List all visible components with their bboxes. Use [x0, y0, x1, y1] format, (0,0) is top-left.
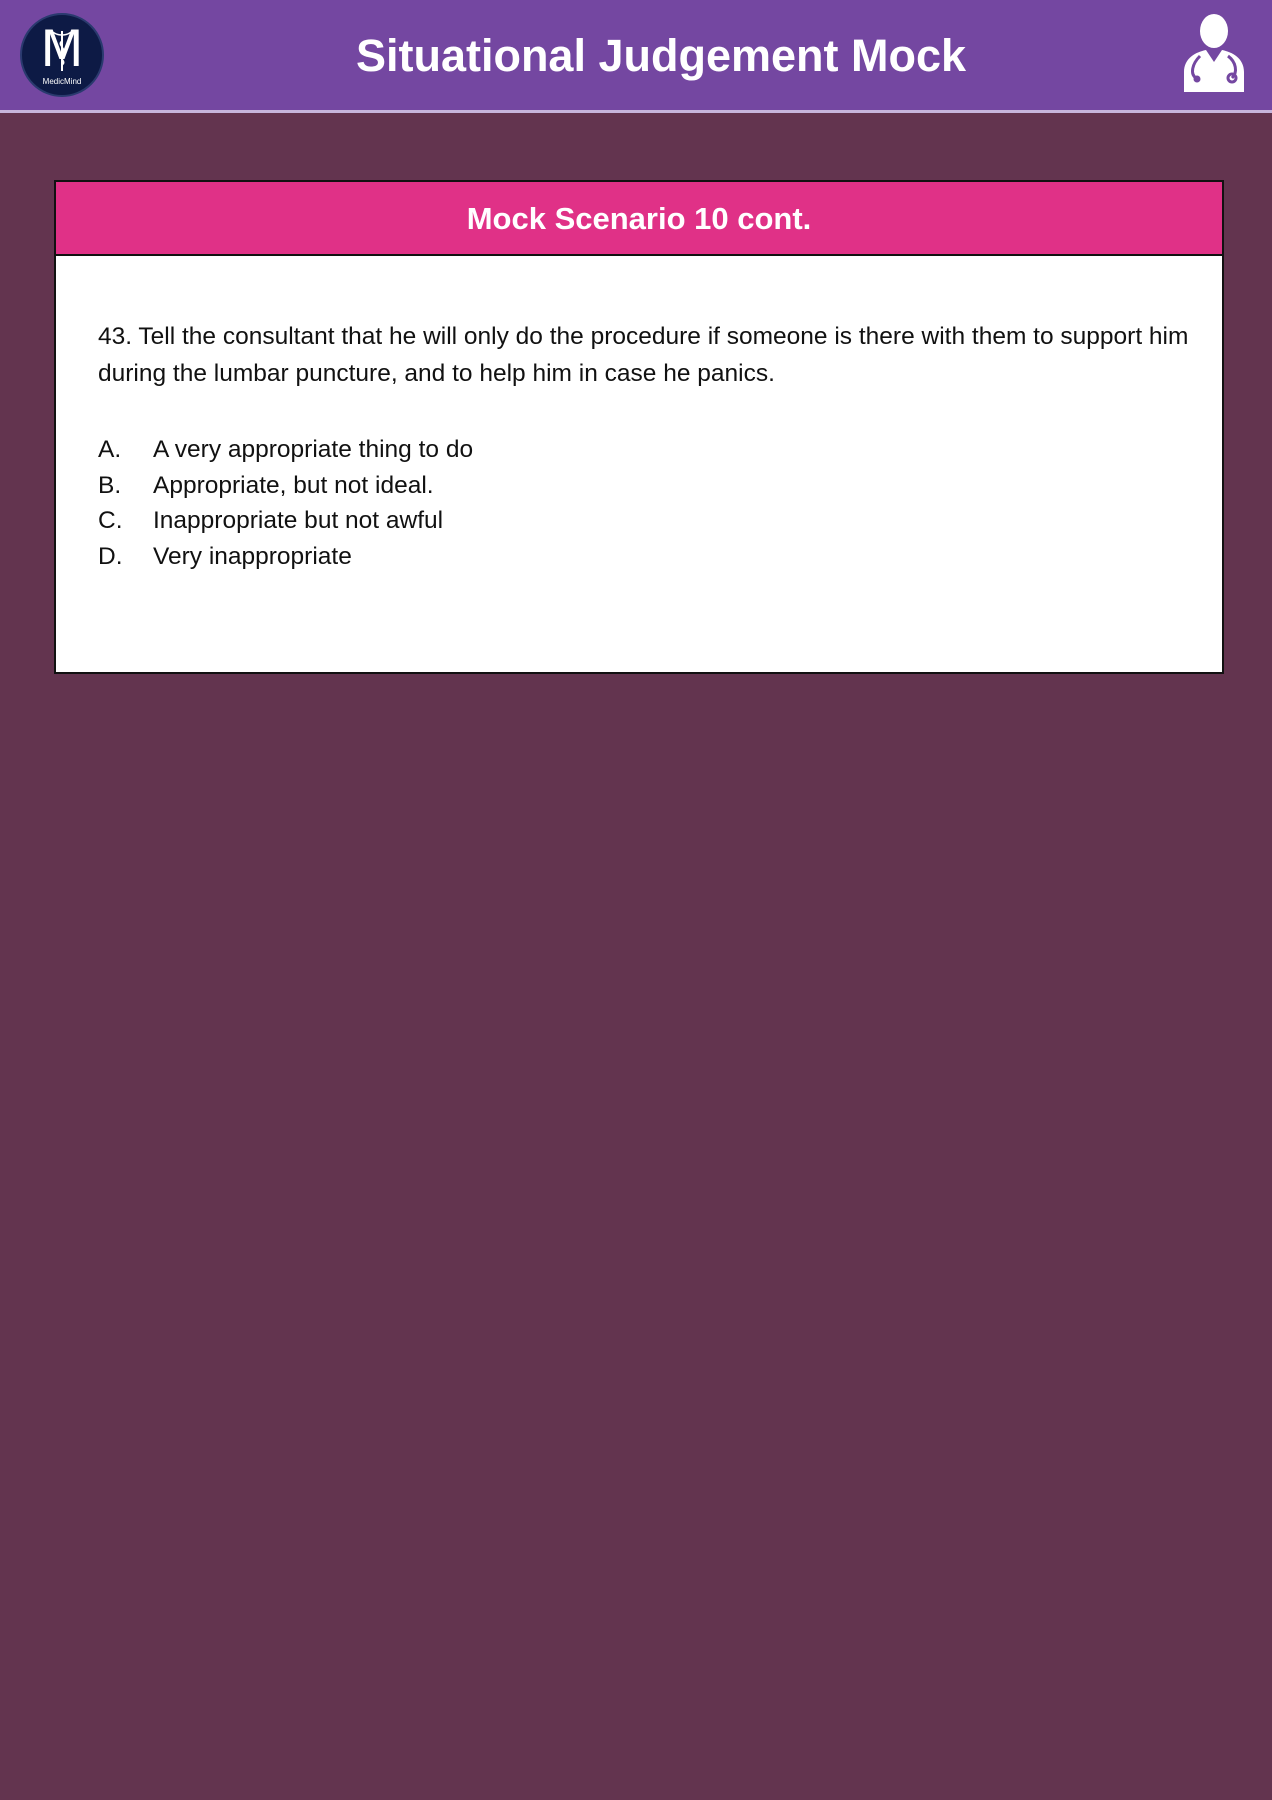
caduceus-icon [52, 29, 72, 73]
option-text: A very appropriate thing to do [153, 436, 474, 463]
page-header [0, 0, 1272, 113]
logo-letter: M [40, 20, 84, 78]
scenario-card [54, 180, 1224, 674]
option-b[interactable] [98, 468, 1098, 504]
logo-caption: MedicMind [42, 77, 82, 86]
doctor-icon [1180, 12, 1248, 92]
page-title: Situational Judgement Mock [355, 30, 967, 81]
option-letter: A. [98, 436, 122, 463]
option-letter: D. [98, 542, 123, 570]
option-d[interactable] [98, 539, 1098, 575]
scenario-title: Mock Scenario 10 cont. [56, 182, 1222, 256]
option-text: Inappropriate but not awful [153, 507, 444, 534]
answer-options [98, 432, 1098, 574]
option-letter: B. [98, 471, 122, 499]
medicmind-logo [20, 13, 104, 97]
option-text: Appropriate, but not ideal. [153, 471, 434, 499]
option-c[interactable] [98, 503, 1098, 539]
option-letter: C. [98, 507, 123, 534]
option-text: Very inappropriate [153, 542, 352, 570]
question-text: 43. Tell the consultant that he will only do the procedure if someone is there with them to support him during the lumbar puncture, and to help him in case he panics. [98, 323, 1189, 387]
option-a[interactable] [98, 432, 1098, 468]
